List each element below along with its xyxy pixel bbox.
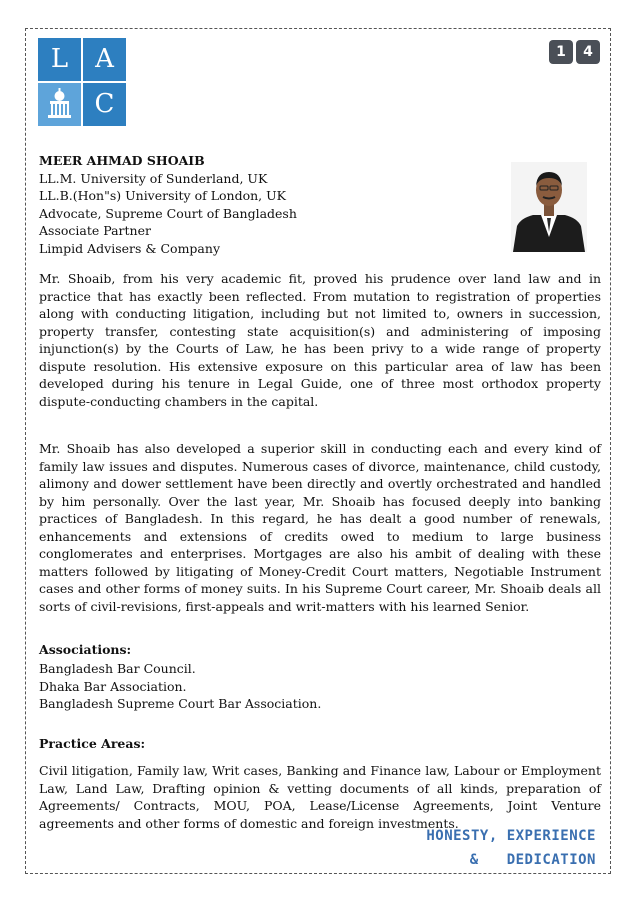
bio-paragraph: Mr. Shoaib has also developed a superior skill in conducting each and every kind of family law issues and disputes. Numerous cases of divorce, maintenance, child custody, alimony and dower settlement have been directly and overtly orchestrated and handled by him personally. Over the last year, Mr. Shoaib has focused deeply into banking practices of Bangladesh. In this regard, he has dealt a good number of renewals, enhancements and extensions of credits owed to medium to large business conglomerates and enterprises. Mortgages are also his ambit of dealing with these matters followed by litigating of Money-Credit Court matters, Negotiable Instrument cases and other forms of money suits. In his Supreme Court career, Mr. Shoaib deals all sorts of civil-revisions, first-appeals and writ-matters with his learned Senior. [39,441,601,614]
tagline-line2 [470,852,596,868]
tagline-dedication: DEDICATION [506,852,596,868]
practice-areas-text: Civil litigation, Family law, Writ cases, Banking and Finance law, Labour or Employment Law, Land Law, Drafting opinion & vetting documents of all kinds, preparation of Agreements/ Contracts, MOU, POA, Lease/License Agreements, Joint Venture agreements and other forms of domestic and foreign investments. [39,763,601,831]
page-number-digit: 4 [576,40,600,64]
tagline-ampersand: & [469,852,479,868]
associations-list [39,660,321,713]
credential-line: Limpid Advisers & Company [39,240,220,256]
page-number [549,40,600,64]
profile-header [39,152,479,257]
associations-heading: Associations: [39,642,132,657]
profile-photo [511,162,587,252]
credential-line: Advocate, Supreme Court of Bangladesh [39,205,297,221]
practice-areas-heading: Practice Areas: [39,736,146,751]
credential-line: Associate Partner [39,223,151,238]
association-item: Dhaka Bar Association. [39,678,187,694]
logo-letter-a: A [83,38,126,81]
page-number-digit: 1 [549,40,573,64]
credential-line: LL.B.(Hon"s) University of London, UK [39,188,286,203]
bio-paragraph: Mr. Shoaib, from his very academic fit, proved his prudence over land law and in practice that has exactly been reflected. From mutation to registration of properties along with conducting litigation, including but not limited to, owners in succession, property transfer, contesting state acquisition(s) and administering of imposing injunction(s) by the Courts of Law, he has been privy to a wide range of property dispute resolution. His extensive exposure on this particular area of law has been developed during his tenure in Legal Guide, one of three most orthodox property dispute-conducting chambers in the capital. [39,271,601,409]
person-name: MEER AHMAD SHOAIB [39,153,205,168]
association-item: Bangladesh Bar Council. [39,661,196,676]
logo-letter-c: C [83,83,126,126]
lac-logo [38,38,126,126]
credential-line: LL.M. University of Sunderland, UK [39,170,268,186]
logo-letter-l: L [38,38,81,81]
courthouse-icon [38,83,81,126]
association-item: Bangladesh Supreme Court Bar Association. [39,696,322,711]
tagline-line1: HONESTY, EXPERIENCE [426,828,596,844]
